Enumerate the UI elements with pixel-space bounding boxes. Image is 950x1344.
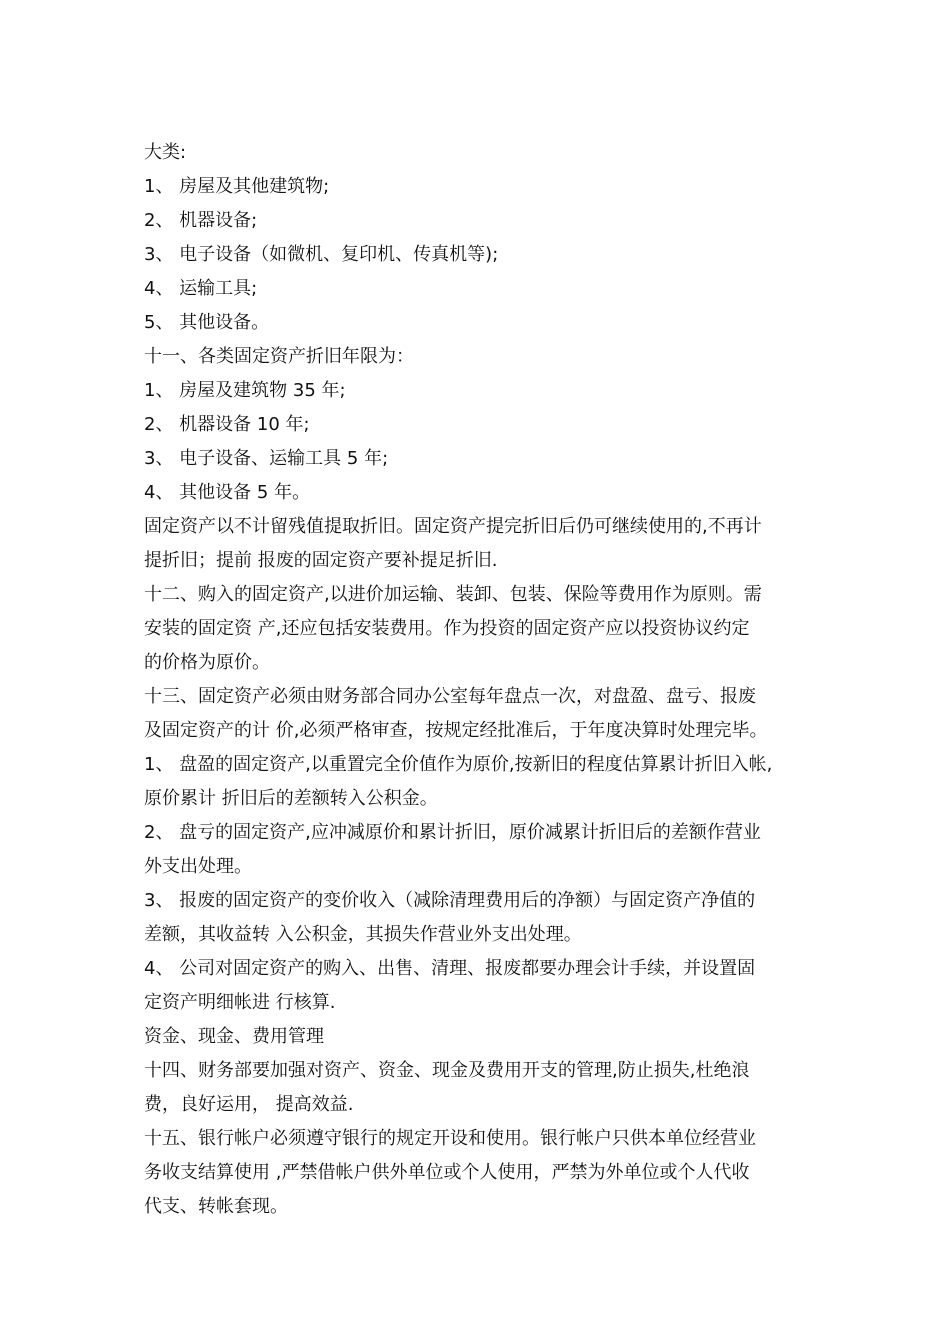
document-body xyxy=(144,136,816,1224)
text-line: 提折旧；提前 报废的固定资产要补提足折旧. xyxy=(144,550,498,571)
text-line: 3、 电子设备（如微机、复印机、传真机等); xyxy=(144,244,499,265)
text-line: 大类: xyxy=(144,142,187,163)
text-line: 十一、各类固定资产折旧年限为： xyxy=(144,346,414,367)
text-line: 十二、购入的固定资产,以进价加运输、装卸、包装、保险等费用作为原则。需 xyxy=(144,584,762,605)
text-line: 4、 运输工具; xyxy=(144,278,258,299)
text-line: 2、 盘亏的固定资产,应冲减原价和累计折旧，原价减累计折旧后的差额作营业 xyxy=(144,822,761,843)
text-line: 费，良好运用， 提高效益. xyxy=(144,1094,354,1115)
text-line: 2、 机器设备; xyxy=(144,210,258,231)
text-line: 3、 电子设备、运输工具 5 年; xyxy=(144,448,389,469)
text-line: 4、 其他设备 5 年。 xyxy=(144,482,311,503)
text-line: 2、 机器设备 10 年; xyxy=(144,414,310,435)
text-line: 固定资产以不计留残值提取折旧。固定资产提完折旧后仍可继续使用的,不再计 xyxy=(144,516,762,537)
text-line: 务收支结算使用 ,严禁借帐户供外单位或个人使用，严禁为外单位或个人代收 xyxy=(144,1162,750,1183)
text-line: 及固定资产的计 价,必须严格审查，按规定经批准后，于年度决算时处理完毕。 xyxy=(144,720,768,741)
text-line: 十三、固定资产必须由财务部合同办公室每年盘点一次，对盘盈、盘亏、报废 xyxy=(144,686,756,707)
text-line: 1、 房屋及其他建筑物; xyxy=(144,176,330,197)
text-line: 定资产明细帐进 行核算. xyxy=(144,992,336,1013)
text-line: 5、 其他设备。 xyxy=(144,312,270,333)
text-line: 1、 房屋及建筑物 35 年; xyxy=(144,380,346,401)
text-line: 4、 公司对固定资产的购入、出售、清理、报废都要办理会计手续，并设置固 xyxy=(144,958,756,979)
text-line: 安装的固定资 产,还应包括安装费用。作为投资的固定资产应以投资协议约定 xyxy=(144,618,750,639)
text-line: 资金、现金、费用管理 xyxy=(144,1026,324,1047)
text-line: 的价格为原价。 xyxy=(144,652,270,673)
text-line: 十四、财务部要加强对资产、资金、现金及费用开支的管理,防止损失,杜绝浪 xyxy=(144,1060,750,1081)
text-line: 外支出处理。 xyxy=(144,856,252,877)
text-line: 3、 报废的固定资产的变价收入（减除清理费用后的净额）与固定资产净值的 xyxy=(144,890,756,911)
text-line: 1、 盘盈的固定资产,以重置完全价值作为原价,按新旧的程度估算累计折旧入帐, xyxy=(144,754,773,775)
text-line: 十五、银行帐户必须遵守银行的规定开设和使用。银行帐户只供本单位经营业 xyxy=(144,1128,756,1149)
text-line: 原价累计 折旧后的差额转入公积金。 xyxy=(144,788,438,809)
text-line: 差额，其收益转 入公积金，其损失作营业外支出处理。 xyxy=(144,924,582,945)
text-line: 代支、转帐套现。 xyxy=(144,1196,288,1217)
